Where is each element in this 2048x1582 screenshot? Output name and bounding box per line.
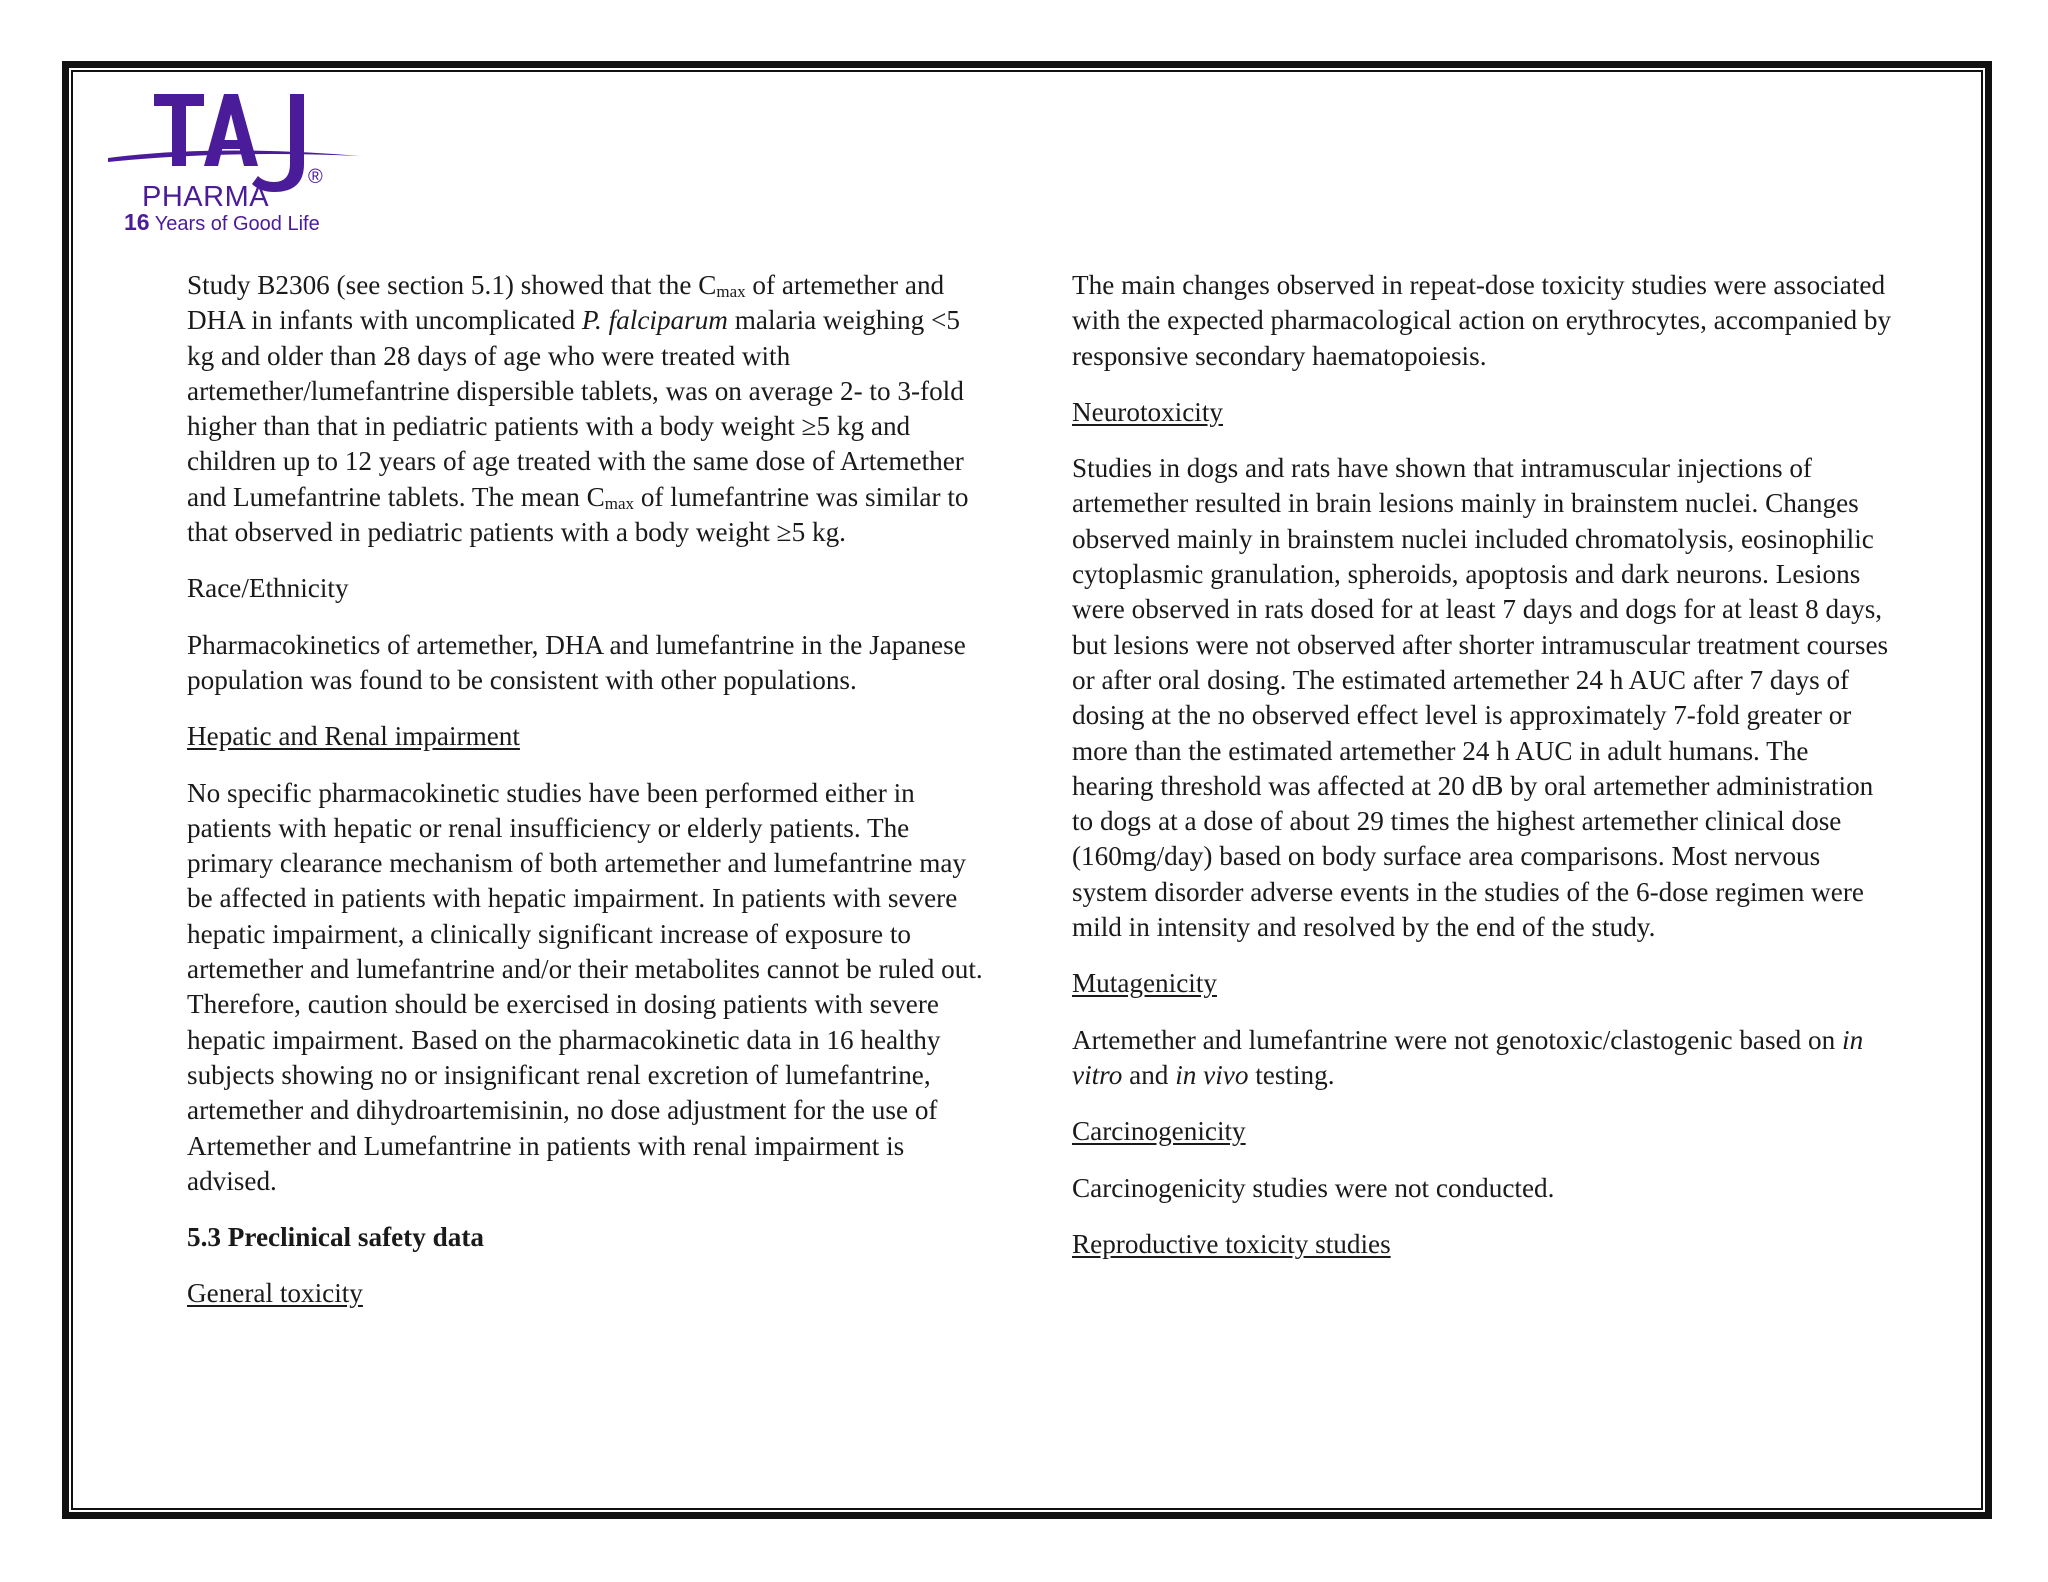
right-column — [1072, 268, 1892, 1283]
reproductive-toxicity-heading: Reproductive toxicity studies — [1072, 1228, 1391, 1259]
race-heading: Race/Ethnicity — [187, 573, 349, 604]
left-column — [187, 268, 987, 1333]
study-paragraph: Study B2306 (see section 5.1) showed that the $C_{max}$ of artemether and DHA in infants with uncomplicated P. falciparum malaria weighing <5 kg and older than 28 days of age who were treated with artemether/lumefantrine dispersible tablets, was on average 2- to 3-fold higher than that in pediatric patients with a body weight ≥5 kg and children up to 12 years of age treated with the same dose of Artemether and Lumefantrine tablets. The mean $C_{max}$ of lumefantrine was similar to that observed in pediatric patients with a body weight ≥5 kg. — [187, 270, 969, 548]
tagline-number: 16 — [124, 209, 150, 235]
neurotoxicity-heading: Neurotoxicity — [1072, 396, 1224, 427]
general-toxicity-heading: General toxicity — [187, 1278, 363, 1309]
neurotoxicity-paragraph: Studies in dogs and rats have shown that intramuscular injections of artemether resulted in brain lesions mainly in brainstem nuclei. Changes observed mainly in brainstem nuclei included chromatolysis, eosinophilic cytoplasmic granulation, spheroids, apoptosis and dark neurons. Lesions were observed in rats dosed for at least 7 days and dogs for at least 8 days, but lesions were not observed after shorter intramuscular treatment courses or after oral dosing. The estimated artemether 24 h AUC after 7 days of dosing at the no observed effect level is approximately 7-fold greater or more than the estimated artemether 24 h AUC in adult humans. The hearing threshold was affected at 20 dB by oral artemether administration to dogs at a dose of about 29 times the highest artemether clinical dose (160mg/day) based on body surface area comparisons. Most nervous system disorder adverse events in the studies of the 6-dose regimen were mild in intensity and resolved by the end of the study. — [1072, 453, 1889, 943]
section-5-3-heading: 5.3 Preclinical safety data — [187, 1222, 484, 1253]
hepatic-heading: Hepatic and Renal impairment — [187, 721, 520, 752]
toxicity-intro-paragraph: The main changes observed in repeat-dose toxicity studies were associated with the expected pharmacological action on erythrocytes, accompanied by responsive secondary haematopoiesis. — [1072, 270, 1892, 371]
carcinogenicity-heading: Carcinogenicity — [1072, 1116, 1246, 1147]
race-paragraph: Pharmacokinetics of artemether, DHA and lumefantrine in the Japanese population was found to be consistent with other populations. — [187, 629, 966, 695]
registered-mark: ® — [308, 166, 323, 188]
logo-pharma-text: PHARMA — [142, 181, 270, 213]
mutagenicity-heading: Mutagenicity — [1072, 968, 1217, 999]
logo-tagline — [124, 209, 320, 236]
hepatic-paragraph: No specific pharmacokinetic studies have been performed either in patients with hepatic or renal insufficiency or elderly patients. The primary clearance mechanism of both artemether and lumefantrine may be affected in patients with hepatic impairment. In patients with severe hepatic impairment, a clinically significant increase of exposure to artemether and lumefantrine and/or their metabolites cannot be ruled out. Therefore, caution should be exercised in dosing patients with severe hepatic impairment. Based on the pharmacokinetic data in 16 healthy subjects showing no or insignificant renal excretion of lumefantrine, artemether and dihydroartemisinin, no dose adjustment for the use of Artemether and Lumefantrine in patients with renal impairment is advised. — [187, 777, 983, 1196]
tagline-text: Years of Good Life — [154, 213, 320, 235]
carcinogenicity-paragraph: Carcinogenicity studies were not conducted. — [1072, 1172, 1555, 1203]
mutagenicity-paragraph: Artemether and lumefantrine were not genotoxic/clastogenic based on in vitro and in vivo testing. — [1072, 1024, 1864, 1090]
